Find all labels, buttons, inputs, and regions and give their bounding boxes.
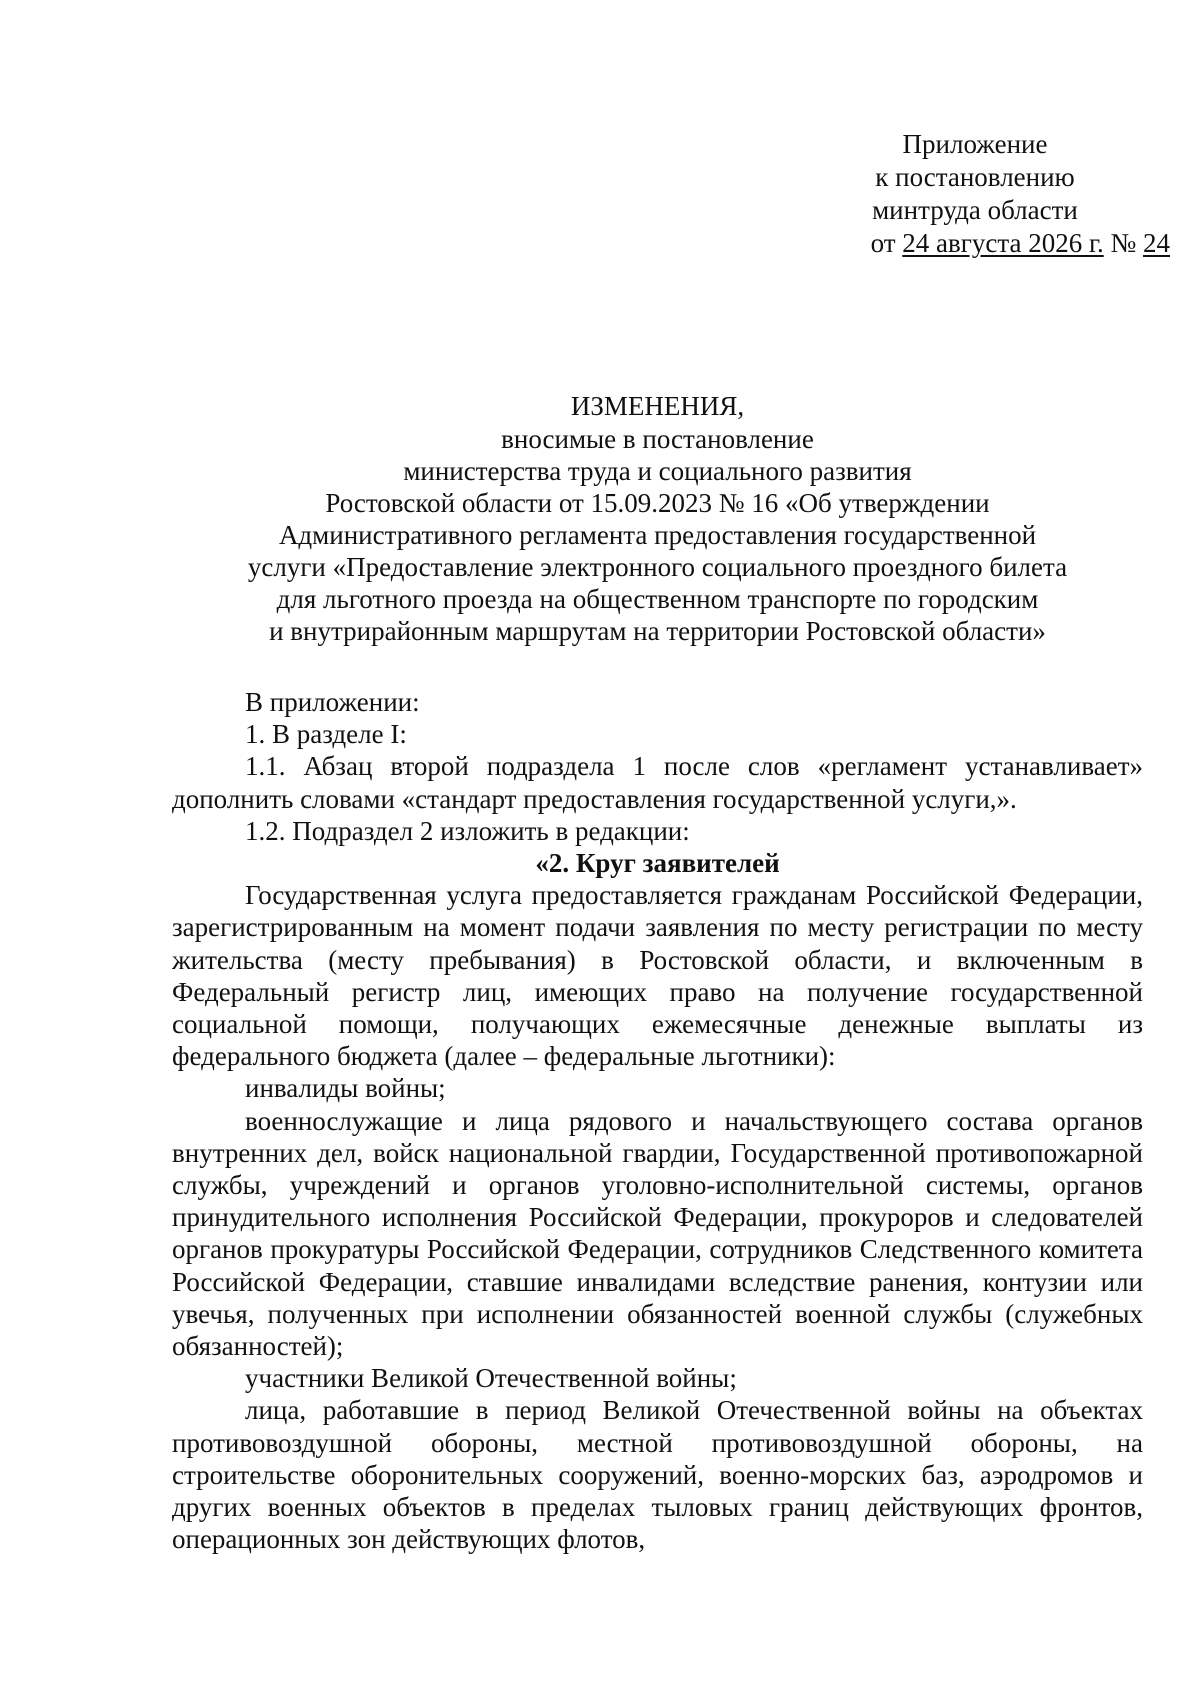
- heading-line: для льготного проезда на общественном транспорте по городским: [276, 584, 1039, 614]
- approval-line-ministry: минтруда области: [872, 195, 1078, 225]
- heading-line: Административного регламента предоставления государственной: [278, 520, 1037, 550]
- list-item-servicemen: военнослужащие и лица рядового и начальствующего состава органов внутренних дел, войск национальной гвардии, Государственной противопожарной службы, учреждений и органов уголовно-исполнительной системы, органов принудительного исполнения Российской Федерации, прокуроров и следователей органов прокуратуры Российской Федерации, сотрудников Следственного комитета Российской Федерации, ставшие инвалидами вследствие ранения, контузии или увечья, полученных при исполнении обязанностей военной службы (служебных обязанностей);: [172, 1105, 1143, 1362]
- list-item-home-front-workers: лица, работавшие в период Великой Отечественной войны на объектах противовоздушной обороны, местной противовоздушной обороны, на строительстве оборонительных сооружений, военно-морских баз, аэродромов и других военных объектов в пределах тыловых границ действующих фронтов, операционных зон действующих флотов,: [172, 1395, 1143, 1555]
- approval-number: 24: [1143, 228, 1170, 258]
- approval-date: 24 августа 2026 г.: [902, 228, 1104, 258]
- subsection-title-text: «2. Круг заявителей: [535, 848, 780, 879]
- approval-block: [780, 128, 1170, 260]
- paragraph-section-1: 1. В разделе I:: [245, 719, 407, 750]
- list-item-war-participants: участники Великой Отечественной войны;: [245, 1363, 737, 1394]
- heading-line: услуги «Предоставление электронного социального проездного билета: [247, 552, 1068, 582]
- date-prefix: от: [870, 228, 903, 258]
- heading-line: и внутрирайонным маршрутам на территории Ростовской области»: [269, 616, 1046, 646]
- approval-line-appendix: Приложение: [902, 129, 1048, 159]
- heading-line: министерства труда и социального развития: [403, 456, 912, 486]
- subsection-title: [172, 847, 1143, 879]
- document-heading: [170, 390, 1145, 647]
- approval-line-resolution: к постановлению: [875, 162, 1075, 192]
- paragraph-1-2: 1.2. Подраздел 2 изложить в редакции:: [245, 815, 690, 846]
- heading-line: Ростовской области от 15.09.2023 № 16 «Об утверждении: [325, 488, 990, 518]
- number-prefix: №: [1103, 228, 1143, 258]
- paragraph-applicants: Государственная услуга предоставляется гражданам Российской Федерации, зарегистрированным на момент подачи заявления по месту регистрации по месту жительства (месту пребывания) в Ростовской области, и включенным в Федеральный регистр лиц, имеющих право на получение государственной социальной помощи, получающих ежемесячные денежные выплаты из федерального бюджета (далее – федеральные льготники):: [172, 880, 1143, 1072]
- heading-line: вносимые в постановление: [501, 424, 814, 454]
- document-body: [172, 686, 1143, 1555]
- paragraph-in-appendix: В приложении:: [245, 687, 420, 717]
- paragraph-1-1: 1.1. Абзац второй подраздела 1 после слов «регламент устанавливает» дополнить словами «стандарт предоставления государственной услуги,».: [172, 751, 1143, 814]
- list-item-war-invalids: инвалиды войны;: [245, 1073, 446, 1104]
- heading-title: ИЗМЕНЕНИЯ,: [570, 391, 745, 421]
- approval-date-line: [780, 227, 1170, 260]
